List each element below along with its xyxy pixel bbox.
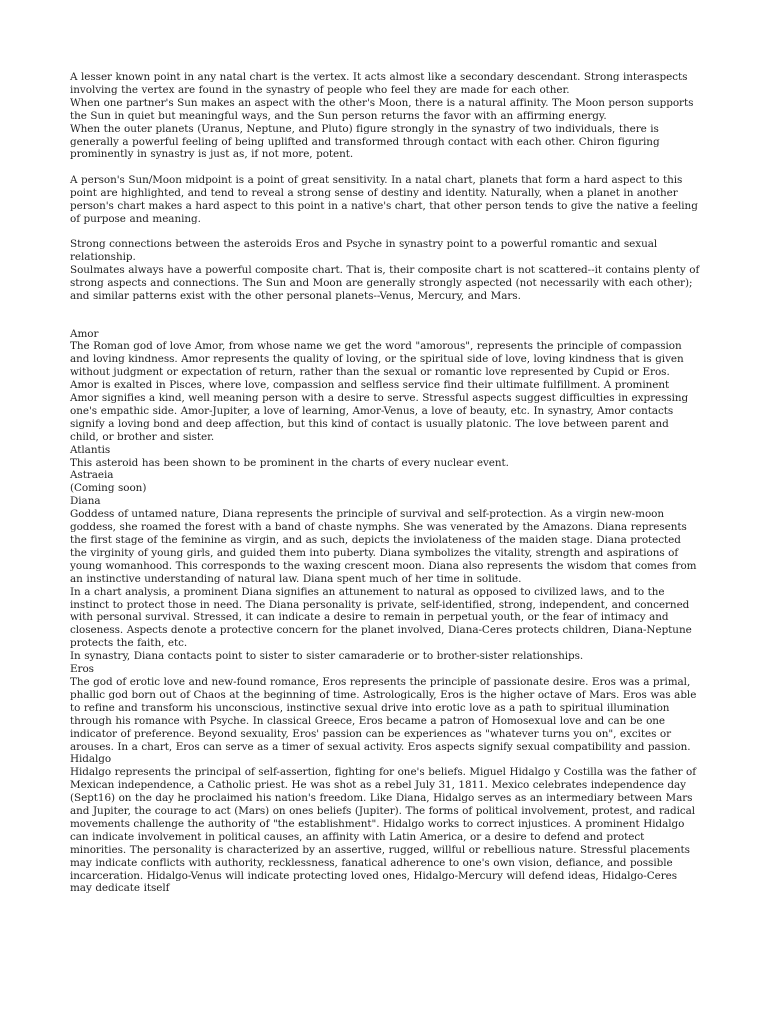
amor-paragraph: The Roman god of love Amor, from whose name we get the word "amorous", represents the principle of compassion and loving kindness. Amor represents the quality of loving, or the spiritual side of love, loving kindness that is given without judgment or expectation of return, rather than the sexual or romantic love represented by Cupid or Eros. Amor is exalted in Pisces, where love, compassion and selfless service find their ultimate fulfillment. A prominent Amor signifies a kind, well meaning person with a desire to serve. Stressful aspects suggest difficulties in expressing one's empathic side. Amor-Jupiter, a love of learning, Amor-Venus, a love of beauty, etc. In synastry, Amor contacts signify a loving bond and deep affection, but this kind of contact is usually platonic. The love between parent and child, or brother and sister. — [70, 340, 689, 443]
outer-planets-paragraph: When the outer planets (Uranus, Neptune, and Pluto) figure strongly in the synastry of two individuals, there is generally a powerful feeling of being uplifted and transformed through contact with each other. Chiron figuring prominently in synastry is just as, if not more, potent. — [70, 122, 660, 161]
diana-paragraph-3: In synastry, Diana contacts point to sister to sister camaraderie or to brother-sister relationships. — [70, 650, 584, 663]
astraeia-heading: Astraeia — [70, 469, 114, 482]
document-body — [70, 71, 700, 895]
vertex-paragraph: A lesser known point in any natal chart is the vertex. It acts almost like a secondary descendant. Strong interaspects involving the vertex are found in the synastry of people who feel they are made for each other. — [70, 71, 688, 96]
hidalgo-paragraph: Hidalgo represents the principal of self-assertion, fighting for one's beliefs. Miguel Hidalgo y Costilla was the father of Mexican independence, a Catholic priest. He was shot as a rebel July 31, 1811. Mexico celebrates independence day (Sept16) on the day he proclaimed his nation's freedom. Like Diana, Hidalgo serves as an intermediary between Mars and Jupiter, the courage to act (Mars) on ones beliefs (Jupiter). The forms of political involvement, protest, and radical movements challenge the authority of "the establishment". Hidalgo works to correct injustices. A prominent Hidalgo can indicate involvement in political causes, an affinity with Latin America, or a desire to defend and protect minorities. The personality is characterized by an assertive, rugged, willful or rebellious nature. Stressful placements may indicate conflicts with authority, recklessness, fanatical adherence to one's own vision, defiance, and possible incarceration. Hidalgo-Venus will indicate protecting loved ones, Hidalgo-Mercury will defend ideas, Hidalgo-Ceres may dedicate itself — [70, 766, 697, 895]
midpoint-paragraph: A person's Sun/Moon midpoint is a point of great sensitivity. In a natal chart, planets that form a hard aspect to this point are highlighted, and tend to reveal a strong sense of destiny and identity. Naturally, when a planet in another person's chart makes a hard aspect to this point in a native's chart, that other person tends to give the native a feeling of purpose and meaning. — [70, 173, 698, 225]
atlantis-paragraph: This asteroid has been shown to be prominent in the charts of every nuclear event. — [70, 456, 509, 469]
eros-paragraph: The god of erotic love and new-found romance, Eros represents the principle of passionate desire. Eros was a primal, phallic god born out of Chaos at the beginning of time. Astrologically, Eros is the higher octave of Mars. Eros was able to refine and transform his unconscious, instinctive sexual drive into erotic love as a path to spiritual illumination through his romance with Psyche. In classical Greece, Eros became a patron of Homosexual love and can be one indicator of preference. Beyond sexuality, Eros' passion can be experiences as "whatever turns you on", excites or arouses. In a chart, Eros can serve as a timer of sexual activity. Eros aspects signify sexual compatibility and passion. — [70, 675, 697, 753]
eros-heading: Eros — [70, 663, 94, 676]
composite-chart-paragraph: Soulmates always have a powerful composite chart. That is, their composite chart is not scattered--it contains plenty of strong aspects and connections. The Sun and Moon are generally strongly aspected (not necessarily with each other); and similar patterns exist with the other personal planets--Venus, Mercury, and Mars. — [70, 263, 700, 302]
sun-moon-paragraph: When one partner's Sun makes an aspect with the other's Moon, there is a natural affinity. The Moon person supports the Sun in quiet but meaningful ways, and the Sun person returns the favor with an affirming energy. — [70, 96, 694, 122]
eros-psyche-paragraph: Strong connections between the asteroids Eros and Psyche in synastry point to a powerful romantic and sexual relationship. — [70, 237, 658, 263]
diana-paragraph-2: In a chart analysis, a prominent Diana signifies an attunement to natural as opposed to civilized laws, and to the instinct to protect those in need. The Diana personality is private, self-identified, strong, independent, and concerned with personal survival. Stressed, it can indicate a desire to remain in perpetual youth, or the fear of intimacy and closeness. Aspects denote a protective concern for the planet involved, Diana-Ceres protects children, Diana-Neptune protects the faith, etc. — [70, 585, 692, 650]
atlantis-heading: Atlantis — [70, 443, 111, 456]
amor-heading: Amor — [70, 327, 99, 340]
hidalgo-heading: Hidalgo — [70, 753, 112, 766]
astraeia-paragraph: (Coming soon) — [70, 482, 147, 495]
diana-paragraph-1: Goddess of untamed nature, Diana represents the principle of survival and self-protection. As a virgin new-moon goddess, she roamed the forest with a band of chaste nymphs. She was venerated by the Amazons. Diana represents the first stage of the feminine as virgin, and as such, depicts the inviolateness of the maiden stage. Diana protected the virginity of young girls, and guided them into puberty. Diana symbolizes the vitality, strength and aspirations of young womanhood. This corresponds to the waxing crescent moon. Diana also represents the wisdom that comes from an instinctive understanding of natural law. Diana spent much of her time in solitude. — [70, 508, 697, 585]
diana-heading: Diana — [70, 495, 101, 508]
